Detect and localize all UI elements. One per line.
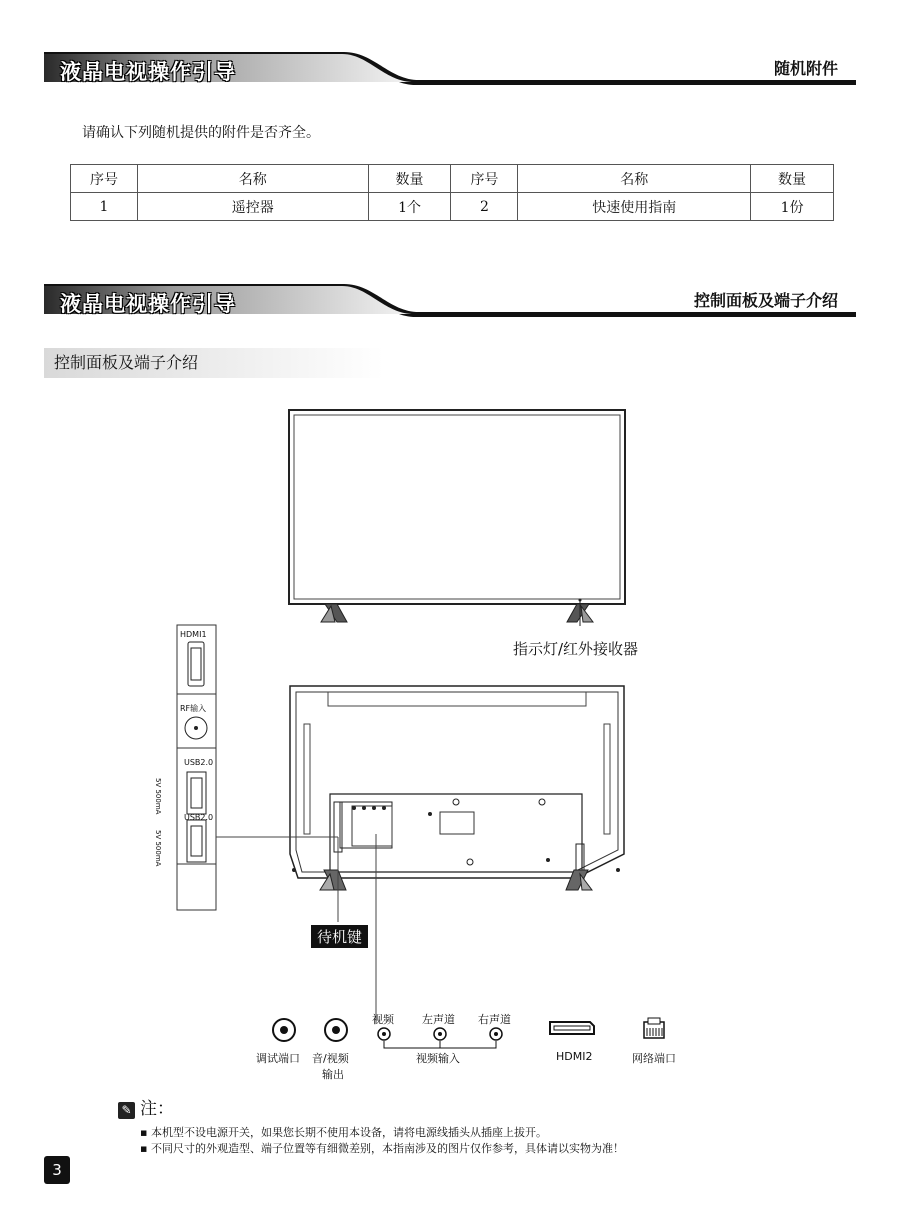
table-row — [71, 193, 834, 221]
banner-section-name: 随机附件 — [773, 59, 838, 78]
note-item: ▪ 不同尺寸的外观造型、端子位置等有细微差别，本指南涉及的图片仅作参考，具体请以实物为准！ — [140, 1141, 624, 1157]
accessories-table — [70, 164, 834, 221]
table-cell: 1份 — [751, 193, 834, 221]
table-cell: 2 — [451, 193, 518, 221]
network-port-label: 网络端口 — [632, 1052, 676, 1065]
intro-text: 请确认下列随机提供的附件是否齐全。 — [82, 125, 320, 141]
av-input-label: 视频输入 — [416, 1052, 460, 1065]
right-channel-label: 右声道 — [478, 1013, 511, 1026]
rf-port-label: RF输入 — [180, 704, 207, 713]
table-cell: 快速使用指南 — [518, 193, 751, 221]
note-heading — [118, 1094, 174, 1119]
hdmi1-port-label: HDMI1 — [180, 630, 207, 639]
pen-icon: ✎ — [118, 1102, 135, 1119]
table-header: 名称 — [518, 165, 751, 193]
banner-title: 液晶电视操作引导 — [60, 292, 236, 316]
side-port-panel — [176, 624, 218, 912]
table-header: 序号 — [71, 165, 138, 193]
subheading: 控制面板及端子介绍 — [44, 348, 384, 378]
note-item: ▪ 本机型不设电源开关，如果您长期不使用本设备，请将电源线插头从插座上拔开。 — [140, 1125, 624, 1141]
table-header: 数量 — [368, 165, 451, 193]
banner-section-name: 控制面板及端子介绍 — [693, 291, 838, 310]
page-number: 3 — [44, 1156, 70, 1184]
section-banner-accessories — [44, 52, 856, 88]
usb-port-label: USB2.0 — [184, 813, 214, 822]
debug-port-label: 调试端口 — [256, 1052, 300, 1065]
table-cell: 1个 — [368, 193, 451, 221]
video-port-label: 视频 — [372, 1013, 394, 1026]
notes-list — [140, 1125, 624, 1157]
banner-title: 液晶电视操作引导 — [60, 60, 236, 84]
usb-power-rating: 5V 500mA — [154, 830, 162, 867]
table-cell: 遥控器 — [137, 193, 368, 221]
section-banner-panel — [44, 284, 856, 320]
standby-key-label: 待机键 — [311, 925, 368, 948]
table-header: 名称 — [137, 165, 368, 193]
left-channel-label: 左声道 — [422, 1013, 455, 1026]
usb-port-label: USB2.0 — [184, 758, 214, 767]
table-cell: 1 — [71, 193, 138, 221]
av-output-label-line2: 输出 — [322, 1068, 344, 1081]
tv-back-illustration — [216, 684, 628, 1030]
table-header: 序号 — [451, 165, 518, 193]
av-output-label: 音/视频 — [312, 1052, 349, 1065]
usb-power-rating: 5V 500mA — [154, 778, 162, 815]
table-header: 数量 — [751, 165, 834, 193]
indicator-ir-label: 指示灯/红外接收器 — [513, 640, 639, 658]
note-title: 注： — [140, 1099, 174, 1119]
tv-front-illustration — [285, 408, 630, 626]
table-header-row — [71, 165, 834, 193]
hdmi2-port-label: HDMI2 — [556, 1050, 593, 1063]
